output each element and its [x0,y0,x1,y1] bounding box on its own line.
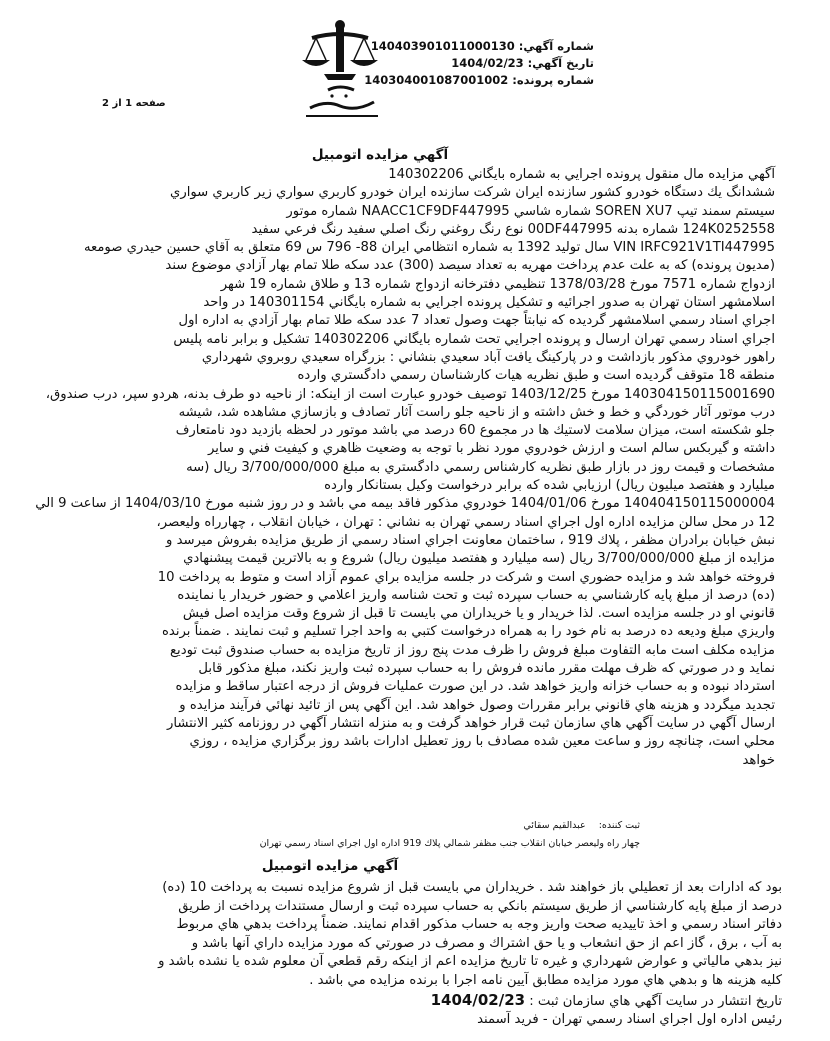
publish-line [40,991,782,1012]
body-line: به آب ، برق ، گاز اعم از حق انشعاب و يا حق اشتراك و مصرف در صورتي كه مورد مزايده داراي آنها باشد و [191,935,782,951]
ad-number-label: شماره آگهي: [518,39,594,53]
body-line: دفاتر اسناد رسمي و اخذ تاييديه صحت واريز وجه به حساب مذكور اقدام نمايند. ضمناً پرداخت بدهي هاي مربوط [176,917,782,933]
ad-date: 1404/02/23 [451,56,524,70]
body-line: خواهد [742,752,775,768]
iran-judiciary-scales-emblem-icon [270,16,410,126]
body-line: 140404150115000004 مورخ 1404/01/06 خودروي مذكور فاقد بيمه مي باشد و در روز شنبه مورخ 1404/03/10 از ساعت 9 الي [35,496,775,512]
body-line: ازدواج شماره 7571 مورخ 1378/03/28 تنظيمي دفترخانه ازدواج شماره 13 و طلاق شماره 19 شهر [220,276,775,292]
body-line: تجديد ميگردد و هزينه هاي قانوني برابر مقررات وصول خواهد شد. اين آگهي پس از تائيد نهائي فرآيند مزايده و [179,697,775,713]
registrar [523,820,640,831]
body-line: درب موتور آثار خوردگي و خط و خش داشته و از ناحيه جلو راست آثار تصادف و بازسازي مشاهده شد، شيشه [178,404,775,420]
body-line: جلو شكسته است، ميزان سلامت لاستيك ها در مجموع 60 درصد مي باشد موتور در لحظه بازديد دود نامتعارف [175,423,775,439]
case-number: 140304001087001002 [364,73,509,87]
announcement-title: آگهي مزايده اتومبيل [311,147,449,163]
body-line: اجراي اسناد رسمي اسلامشهر گرديده كه نيابتاً جهت وصول تعداد 7 عدد سكه طلا تمام بهار آزادي به اداره اول [178,313,775,329]
body-line: نمايد و در صورتي كه ظرف مهلت مقرر مانده فروش را به حساب سپرده ثبت واريز نكند، مبلغ مذكور قابل [198,661,775,677]
body-line: آگهي مزايده مال منقول پرونده اجرايي به شماره بايگاني 140302206 [388,167,775,182]
publish-label: تاريخ انتشار در سايت آگهي هاي سازمان ثبت : [529,993,782,1009]
announcement-body [30,166,775,770]
body-line: مشخصات و قيمت روز در بازار طبق نظريه كارشناس رسمي دادگستري به مبلغ 3/700/000/000 ريال (سه [186,459,775,475]
registrar-name: عبدالقيم سقائي [523,820,586,831]
ad-number: 140403901011000130 [370,39,515,53]
body-line: نبش خيابان برادران مظفر ، پلاك 919 ، ساختمان معاونت اجراي اسناد رسمي از طريق مزايده بفروش ميرسد و [166,532,775,548]
publish-date: 1404/02/23 [430,990,526,1009]
body-line: مزايده از مبلغ 3/700/000/000 ريال (سه ميليارد و هفتصد ميليون ريال) شروع و به بالاترين قيمت پيشنهادي [183,551,775,567]
body-line: اسلامشهر استان تهران به صدور اجرائيه و تشكيل پرونده اجرايي به شماره بايگاني 140301154 در واحد [203,295,775,311]
body-line: محلي است، چنانچه روز و ساعت معين شده مصادف با روز تعطيل ادارات باشد روز برگزاري مزايده ، روزي [189,734,775,750]
body-line: مزايده مكلف است مابه التفاوت مبلغ فروش را ظرف مدت پنج روز از تاريخ مزايده به حساب صندوق ثبت توديع [170,642,775,658]
body-line: (ده) درصد از مبلغ پايه كارشناسي به حساب سپرده ثبت و تحت شناسه واريز اعلامي و حضور خريدار يا نماينده [177,587,775,603]
body-line: ارسال آگهي در سايت آگهي هاي سازمان ثبت قرار خواهد گرفت و به منزله انتشار آگهي در روزنامه كثير الانتشار [167,715,775,731]
case-number-label: شماره پرونده: [512,73,594,87]
body-line: راهور خودروي مذكور بازداشت و در پاركينگ يافت آباد سعيدي بنشاني : بزرگراه سعيدي روبروي شهرداري [201,349,775,365]
page-number: صفحه 1 از 2 [102,98,166,109]
body-line: داشته و گيربكس سالم است و ارزش خودروي مورد نظر با توجه به وضعيت ظاهري و كيفيت فني و ساير [207,441,775,457]
body-line: نيز بدهي مالياتي و عوارض شهرداري و غيره تا تاريخ مزايده اعم از اينكه رقم قطعي آن معلوم شده يا نشده باشد و [158,954,782,970]
signature: رئيس اداره اول اجراي اسناد رسمي تهران - فريد آسمند [477,1012,782,1028]
body-line: درصد از مبلغ پايه كارشناسي از طريق سيستم بانكي به حساب سپرده ثبت و ارسال مستندات پرداخت از طريق [178,898,782,914]
ad-date-label: تاريخ آگهي: [527,56,594,70]
body-line: فروخته خواهد شد و مزايده حضوري است و شركت در جلسه مزايده براي عموم آزاد است و متوط به پرداخت 10 [157,569,775,585]
office-address: چهار راه وليعصر خيابان انقلاب جنب مظفر شمالي پلاك 919 اداره اول اجراي اسناد رسمي تهران [259,838,640,849]
body-line: 124K0252558 شماره بدنه 00DF447995 نوع رنگ روغني رنگ اصلي سفيد رنگ فرعي سفيد [251,221,775,237]
announcement-body [40,879,782,1030]
body-line: استرداد نبوده و به حساب خزانه واريز خواهد شد. در اين صورت عمليات فروش از درجه اعتبار ساقط و مزايده [175,679,775,695]
body-line: قانوني او در جلسه مزايده است. لذا خريدار و يا خريداران مي بايست تا قبل از شروع وقت مزايده اصل فيش [182,606,775,622]
body-line: اجراي اسناد رسمي تهران ارسال و پرونده اجرايي تحت شماره بايگاني 140302206 تشكيل و برابر نامه پليس [173,331,775,347]
body-line: سيستم سمند تيپ SOREN XU7 شماره شاسي NAACC1CF9DF447995 شماره موتور [286,203,775,219]
body-line: بود كه ادارات بعد از تعطيلي باز خواهند شد . خريداران مي بايست قبل از شروع مزايده نسبت به پرداخت 10 (ده) [162,880,782,895]
body-line: كليه هزينه ها و بدهي هاي مورد مزايده مطابق آيين نامه اجرا با برنده مزايده مي باشد . [309,972,782,988]
body-line: 140304150115001690 مورخ 1403/12/25 توصيف خودرو عبارت است از اينكه: از ناحيه دو طرف بدنه، هردو سپر، درب صندوق، [45,386,775,402]
body-line: ميليارد و هفتصد ميليون ريال) ارزيابي شده كه برابر درخواست وكيل بستانكار وارده [324,478,775,494]
body-line: (مديون پرونده) كه به علت عدم پرداخت مهريه به تعداد سيصد (300) عدد سكه طلا تمام بهار آزادي موضوع سند [165,258,775,274]
body-line: منطقه 18 متوقف گرديده است و طبق نظريه هيات كارشناسان رسمي دادگستري وارده [297,368,775,384]
body-line: ششدانگ يك دستگاه خودرو كشور سازنده ايران شركت سازنده ايران خودرو كاربري سواري زير كاربري سواري [170,185,775,201]
body-line: واريزي مبلغ وديعه ده درصد به نام خود را به همراه درخواست كتبي به واحد اجرا تسليم و ثبت نمايند . ضمناً برنده [161,624,775,640]
announcement-title: آگهي مزايده اتومبيل [261,858,399,874]
registrar-label: ثبت كننده: [598,820,640,831]
body-line: 12 در محل سالن مزايده اداره اول اجراي اسناد رسمي تهران به نشاني : تهران ، خيابان انقلاب ، چهارراه وليعصر، [156,514,775,530]
body-line: VIN IRFC921V1TI447995 سال توليد 1392 به شماره انتظامي ايران 88- 796 س 69 متعلق به آقاي حسين حيدري صومعه [83,240,775,256]
